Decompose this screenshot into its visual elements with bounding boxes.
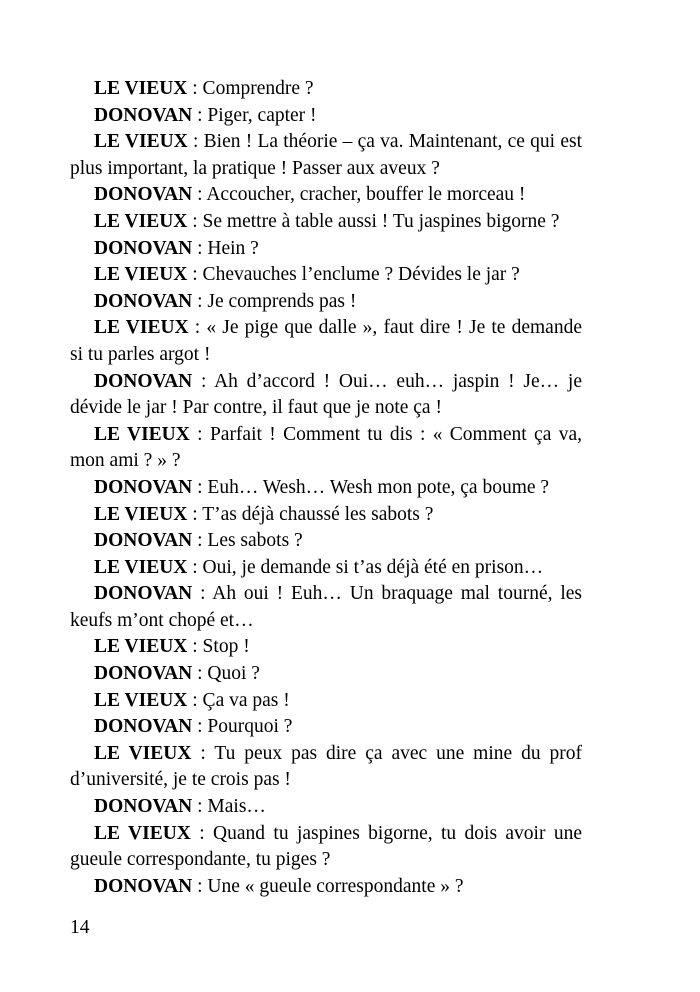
- speaker-name: DONOVAN: [94, 104, 193, 126]
- line-text: : Ça va pas !: [187, 689, 290, 711]
- speaker-name: LE VIEUX: [94, 264, 188, 286]
- line-text: : Accoucher, cracher, bouffer le morceau !: [192, 184, 526, 206]
- speaker-name: LE VIEUX: [94, 210, 188, 232]
- line-text: : Quand tu jaspines bigorne, tu dois avoir une gueule correspondante, tu piges ?: [70, 822, 582, 871]
- dialogue-line: [70, 741, 582, 794]
- dialogue-line: [70, 528, 582, 555]
- dialogue-line: [70, 129, 582, 182]
- dialogue-line: [70, 182, 582, 209]
- line-text: : Bien ! La théorie – ça va. Maintenant, ce qui est plus important, la pratique ! Passer aux aveux ?: [70, 131, 582, 179]
- line-text: : Hein ?: [192, 237, 259, 259]
- speaker-name: LE VIEUX: [94, 78, 188, 99]
- dialogue-line: [70, 634, 582, 661]
- speaker-name: LE VIEUX: [94, 742, 192, 764]
- speaker-name: LE VIEUX: [94, 822, 191, 844]
- line-text: : Pourquoi ?: [192, 716, 293, 738]
- speaker-name: LE VIEUX: [94, 503, 188, 525]
- dialogue-line: [70, 661, 582, 688]
- speaker-name: DONOVAN: [94, 583, 193, 605]
- dialogue-line: [70, 794, 582, 821]
- dialogue-line: [70, 581, 582, 634]
- dialogue-line: [70, 76, 582, 103]
- page-body: [70, 76, 582, 900]
- dialogue-line: [70, 315, 582, 368]
- dialogue-line: [70, 502, 582, 529]
- line-text: : Se mettre à table aussi ! Tu jaspines bigorne ?: [187, 210, 560, 232]
- speaker-name: LE VIEUX: [94, 317, 189, 339]
- speaker-name: LE VIEUX: [94, 636, 188, 658]
- speaker-name: DONOVAN: [94, 237, 193, 259]
- dialogue-line: [70, 475, 582, 502]
- dialogue-line: [70, 874, 582, 901]
- line-text: : Comprendre ?: [187, 78, 314, 99]
- line-text: : Tu peux pas dire ça avec une mine du prof d’université, je te crois pas !: [70, 742, 582, 791]
- speaker-name: DONOVAN: [94, 476, 193, 498]
- dialogue-line: [70, 714, 582, 741]
- line-text: : Je comprends pas !: [192, 290, 357, 312]
- dialogue-line: [70, 289, 582, 316]
- speaker-name: LE VIEUX: [94, 689, 188, 711]
- dialogue-line: [70, 103, 582, 130]
- line-text: : Stop !: [187, 636, 250, 658]
- speaker-name: DONOVAN: [94, 716, 193, 738]
- line-text: : Oui, je demande si t’as déjà été en prison…: [187, 556, 544, 578]
- speaker-name: DONOVAN: [94, 875, 193, 897]
- dialogue-line: [70, 262, 582, 289]
- line-text: : Piger, capter !: [192, 104, 317, 126]
- line-text: : Ah d’accord ! Oui… euh… jaspin ! Je… je dévide le jar ! Par contre, il faut que je note ça !: [70, 370, 582, 419]
- speaker-name: DONOVAN: [94, 663, 193, 685]
- line-text: : Les sabots ?: [192, 530, 303, 552]
- dialogue-line: [70, 821, 582, 874]
- speaker-name: LE VIEUX: [94, 131, 188, 153]
- line-text: : Parfait ! Comment tu dis : « Comment ça va, mon ami ? » ?: [70, 423, 582, 472]
- dialogue-line: [70, 369, 582, 422]
- line-text: : Une « gueule correspondante » ?: [192, 875, 464, 897]
- page-number: 14: [70, 917, 90, 938]
- line-text: : Mais…: [192, 796, 266, 818]
- speaker-name: DONOVAN: [94, 370, 193, 392]
- line-text: : « Je pige que dalle », faut dire ! Je te demande si tu parles argot !: [70, 317, 582, 365]
- speaker-name: DONOVAN: [94, 796, 193, 818]
- line-text: : Chevauches l’enclume ? Dévides le jar ?: [187, 264, 520, 286]
- line-text: : Ah oui ! Euh… Un braquage mal tourné, les keufs m’ont chopé et…: [70, 583, 582, 631]
- dialogue-line: [70, 209, 582, 236]
- line-text: : Quoi ?: [192, 663, 260, 685]
- dialogue-line: [70, 688, 582, 715]
- line-text: : T’as déjà chaussé les sabots ?: [187, 503, 434, 525]
- dialogue-line: [70, 555, 582, 582]
- speaker-name: LE VIEUX: [94, 423, 190, 445]
- dialogue-line: [70, 422, 582, 475]
- line-text: : Euh… Wesh… Wesh mon pote, ça boume ?: [192, 476, 550, 498]
- speaker-name: DONOVAN: [94, 530, 193, 552]
- speaker-name: DONOVAN: [94, 184, 193, 206]
- dialogue-line: [70, 236, 582, 263]
- speaker-name: DONOVAN: [94, 290, 193, 312]
- speaker-name: LE VIEUX: [94, 556, 188, 578]
